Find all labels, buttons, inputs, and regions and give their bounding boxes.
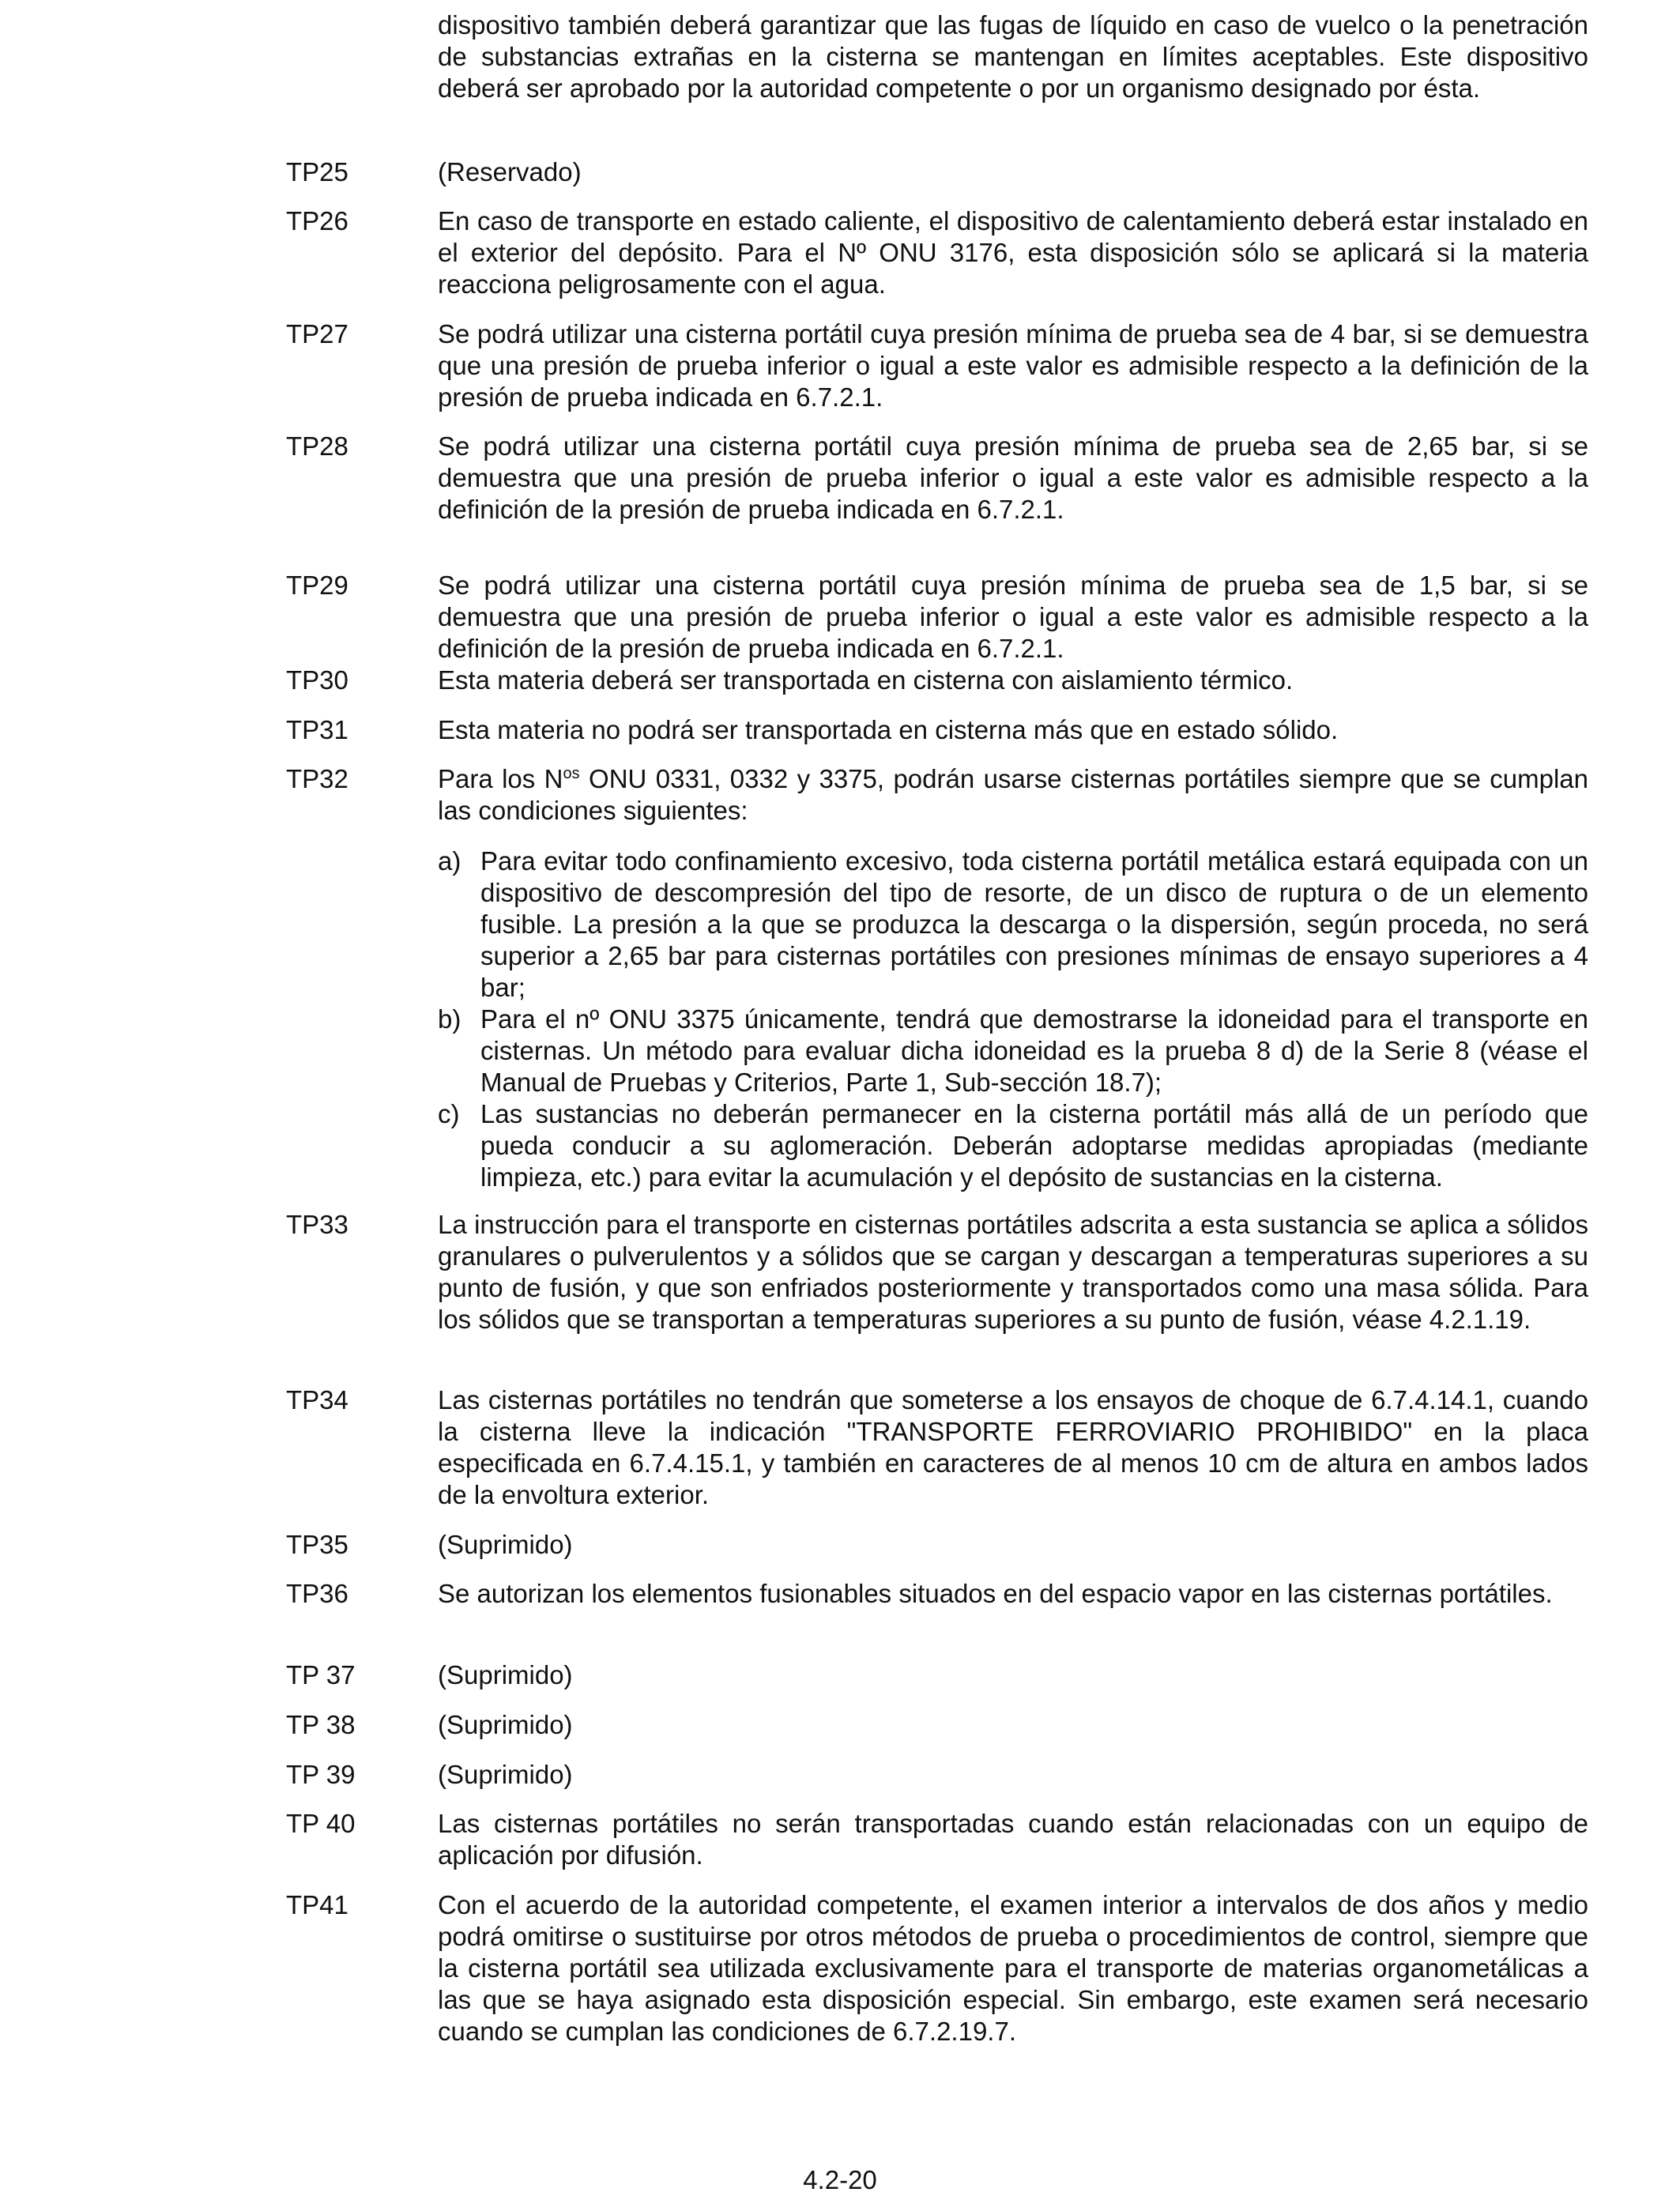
continued-paragraph	[438, 9, 1588, 104]
provision-text: (Suprimido)	[438, 1760, 573, 1789]
provision-text: Esta materia no podrá ser transportada en cisterna más que en estado sólido.	[438, 715, 1339, 744]
provision-code: TP30	[286, 665, 348, 695]
provision-text: (Reservado)	[438, 157, 582, 186]
condition-label: a)	[438, 846, 461, 876]
provision-code: TP 39	[286, 1760, 356, 1789]
provision-code: TP29	[286, 571, 348, 600]
provision-text: Para los $N^{os}$ ONU 0331, 0332 y 3375, podrán usarse cisternas portátiles siempre que se cumplan las condiciones siguientes:	[438, 764, 1588, 825]
provision-text: Esta materia deberá ser transportada en cisterna con aislamiento térmico.	[438, 665, 1294, 695]
provision-code: TP33	[286, 1210, 348, 1239]
condition-label: c)	[438, 1099, 460, 1128]
provision-code: TP31	[286, 715, 348, 744]
provision-text: Se podrá utilizar una cisterna portátil cuya presión mínima de prueba sea de 4 bar, si se demuestra que una presión de prueba inferior o igual a este valor es admisible respecto a la definición de la presión de prueba indicada en 6.7.2.1.	[438, 319, 1588, 412]
provision-code: TP32	[286, 764, 348, 793]
condition-label: b)	[438, 1004, 461, 1034]
provision-code: TP34	[286, 1385, 348, 1414]
provision-text: (Suprimido)	[438, 1710, 573, 1739]
provision-text: Se podrá utilizar una cisterna portátil cuya presión mínima de prueba sea de 2,65 bar, si se demuestra que una presión de prueba inferior o igual a este valor es admisible respecto a la definición de la presión de prueba indicada en 6.7.2.1.	[438, 431, 1588, 524]
provision-code: TP 40	[286, 1809, 356, 1838]
provision-text: Se autorizan los elementos fusionables situados en del espacio vapor en las cisternas portátiles.	[438, 1579, 1553, 1608]
provision-code: TP 37	[286, 1660, 356, 1689]
provision-text: (Suprimido)	[438, 1530, 573, 1559]
provision-code: TP28	[286, 431, 348, 461]
provision-text: Se podrá utilizar una cisterna portátil cuya presión mínima de prueba sea de 1,5 bar, si se demuestra que una presión de prueba inferior o igual a este valor es admisible respecto a la definición de la presión de prueba indicada en 6.7.2.1.	[438, 571, 1588, 663]
page-number: 4.2-20	[803, 2165, 877, 2194]
provision-code: TP36	[286, 1579, 348, 1608]
provision-text: (Suprimido)	[438, 1660, 573, 1689]
provision-text: Las cisternas portátiles no serán transportadas cuando están relacionadas con un equipo de aplicación por difusión.	[438, 1809, 1588, 1870]
condition-item	[438, 846, 1588, 1004]
provision-text: Las cisternas portátiles no tendrán que someterse a los ensayos de choque de 6.7.4.14.1, cuando la cisterna lleve la indicación "TRANSPORTE FERROVIARIO PROHIBIDO" en la placa especificada en 6.7.4.15.1, y también en caracteres de al menos 10 cm de altura en ambos lados de la envoltura exterior.	[438, 1385, 1588, 1509]
condition-text: Para evitar todo confinamiento excesivo, toda cisterna portátil metálica estará equipada con un dispositivo de descompresión del tipo de resorte, de un disco de ruptura o de un elemento fusible. La presión a la que se produzca la descarga o la dispersión, según proceda, no será superior a 2,65 bar para cisternas portátiles con presiones mínimas de ensayo superiores a 4 bar;	[480, 846, 1588, 1002]
provision-code: TP25	[286, 157, 348, 186]
condition-item	[438, 1004, 1588, 1098]
provision-text: Con el acuerdo de la autoridad competente, el examen interior a intervalos de dos años y medio podrá omitirse o sustituirse por otros métodos de prueba o procedimientos de control, siempre que la cisterna portátil sea utilizada exclusivamente para el transporte de materias organometálicas a las que se haya asignado esta disposición especial. Sin embargo, este examen será necesario cuando se cumplan las condiciones de 6.7.2.19.7.	[438, 1890, 1588, 2046]
condition-item	[438, 1098, 1588, 1193]
provision-code: TP 38	[286, 1710, 356, 1739]
provision-code: TP35	[286, 1530, 348, 1559]
condition-text: Las sustancias no deberán permanecer en la cisterna portátil más allá de un período que pueda conducir a su aglomeración. Deberán adoptarse medidas apropiadas (mediante limpieza, etc.) para evitar la acumulación y el depósito de sustancias en la cisterna.	[480, 1099, 1588, 1192]
provision-code: TP27	[286, 319, 348, 348]
provision-code: TP26	[286, 206, 348, 235]
provision-text: La instrucción para el transporte en cisternas portátiles adscrita a esta sustancia se aplica a sólidos granulares o pulverulentos y a sólidos que se cargan y descargan a temperaturas superiores a su punto de fusión, y que son enfriados posteriormente y transportados como una masa sólida. Para los sólidos que se transportan a temperaturas superiores a su punto de fusión, véase 4.2.1.19.	[438, 1210, 1588, 1334]
condition-text: Para el nº ONU 3375 únicamente, tendrá que demostrarse la idoneidad para el transporte en cisternas. Un método para evaluar dicha idoneidad es la prueba 8 d) de la Serie 8 (véase el Manual de Pruebas y Criterios, Parte 1, Sub-sección 18.7);	[480, 1004, 1588, 1097]
continued-paragraph-text: dispositivo también deberá garantizar que las fugas de líquido en caso de vuelco o la penetración de substancias extrañas en la cisterna se mantengan en límites aceptables. Este dispositivo deberá ser aprobado por la autoridad competente o por un organismo designado por ésta.	[438, 10, 1588, 103]
provision-text: En caso de transporte en estado caliente, el dispositivo de calentamiento deberá estar instalado en el exterior del depósito. Para el Nº ONU 3176, esta disposición sólo se aplicará si la materia reacciona peligrosamente con el agua.	[438, 206, 1588, 299]
provision-code: TP41	[286, 1890, 348, 1919]
condition-list	[438, 846, 1588, 1193]
